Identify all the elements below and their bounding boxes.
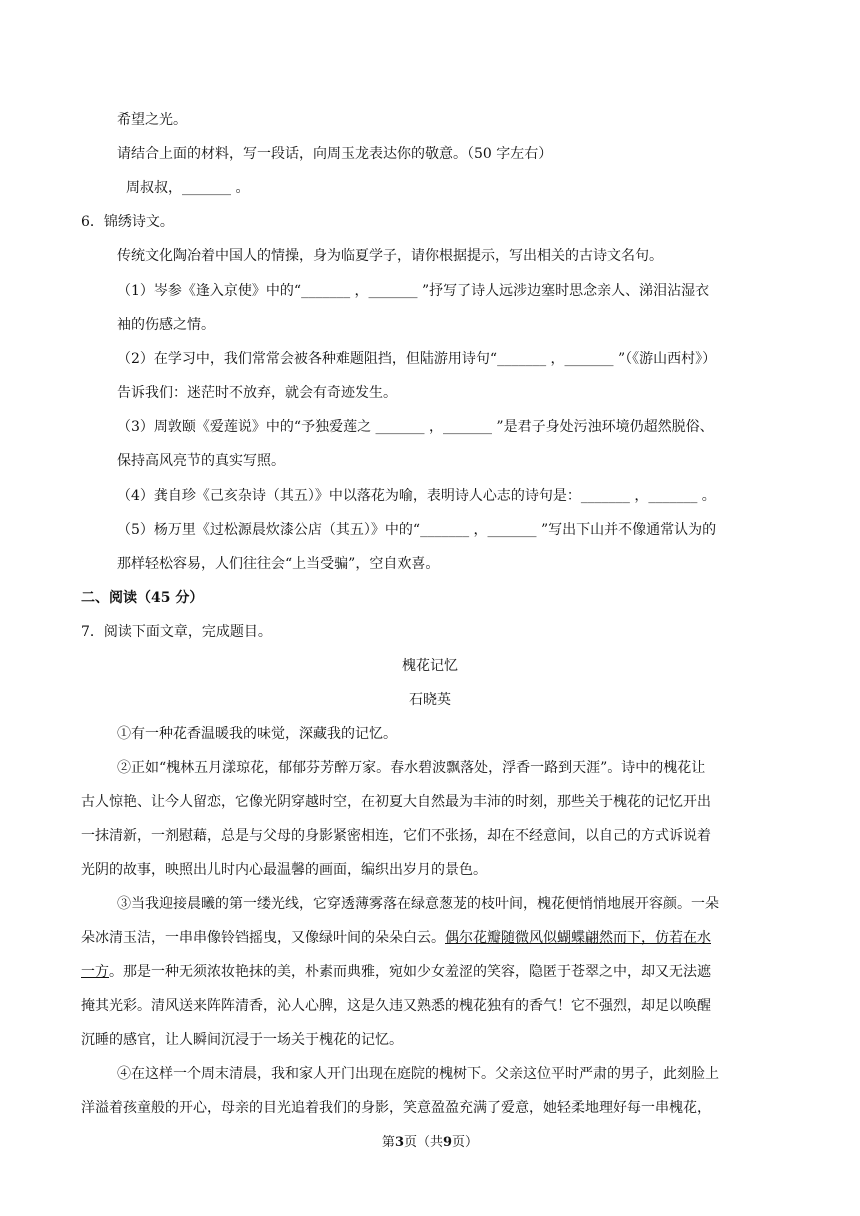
paragraph-3-cont: 掩其光彩。清风送来阵阵清香，沁人心脾，这是久违又熟悉的槐花独有的香气！它不强烈，却足以唤醒 — [81, 998, 711, 1014]
article-title: 槐花记忆 — [402, 658, 458, 674]
section-heading: 二、阅读（45 分） — [81, 590, 204, 606]
question-6-item-5-cont: 那样轻松容易，人们往往会“上当受骗”，空自欢喜。 — [117, 556, 440, 572]
paragraph-2: ②正如“槐林五月漾琼花，郁郁芬芳醉万家。春水碧波飘落处，浮香一路到天涯”。诗中的槐花让 — [117, 760, 706, 776]
paragraph-3-cont — [81, 929, 711, 947]
paragraph-2-cont: 古人惊艳、让今人留恋，它像光阴穿越时空，在初夏大自然最为丰沛的时刻，那些关于槐花的记忆开出 — [81, 794, 711, 810]
paragraph-3: ③当我迎接晨曦的第一缕光线，它穿透薄雾落在绿意葱茏的枝叶间，槐花便悄悄地展开容颜。一朵 — [117, 896, 719, 912]
question-6-title: 6．锦绣诗文。 — [81, 214, 174, 230]
underlined-sentence: 偶尔花瓣随微风似蝴蝶翩然而下，仿若在水 — [445, 930, 711, 946]
paragraph-4-cont: 洋溢着孩童般的开心，母亲的目光追着我们的身影，笑意盈盈充满了爱意，她轻柔地理好每一串槐花， — [81, 1100, 711, 1116]
footer-text: 第 — [381, 1135, 395, 1150]
underlined-sentence-end: 一方 — [81, 964, 109, 980]
question-6-item-1-cont: 袖的伤感之情。 — [117, 317, 215, 333]
paragraph-2-cont: 光阴的故事，映照出儿时内心最温馨的画面，编织出岁月的景色。 — [81, 862, 487, 878]
paragraph-1: ①有一种花香温暖我的味觉，深藏我的记忆。 — [117, 726, 397, 742]
paragraph-4: ④在这样一个周末清晨，我和家人开门出现在庭院的槐树下。父亲这位平时严肃的男子，此刻脸上 — [117, 1066, 719, 1082]
paragraph-3-cont: 沉睡的感官，让人瞬间沉浸于一场关于槐花的记忆。 — [81, 1032, 403, 1048]
question-6-item-2: （2）在学习中，我们常常会被各种难题阻挡，但陆游用诗句“_______ ，_______ ”（《游山西村》） — [117, 351, 717, 367]
paragraph-3-text: 。那是一种无须浓妆艳抹的美，朴素而典雅，宛如少女羞涩的笑容，隐匿于苍翠之中，却又无法遮 — [109, 964, 711, 980]
paragraph-3-text: 朵冰清玉洁，一串串像铃铛摇曳，又像绿叶间的朵朵白云。 — [81, 930, 445, 946]
question-6-intro: 传统文化陶冶着中国人的情操，身为临夏学子，请你根据提示，写出相关的古诗文名句。 — [117, 248, 663, 264]
question-6-item-4: （4）龚自珍《己亥杂诗（其五）》中以落花为喻，表明诗人心志的诗句是：_______ ，_______ 。 — [117, 488, 716, 504]
article-author: 石晓英 — [409, 692, 451, 708]
text-line: 希望之光。 — [117, 112, 187, 128]
footer-text: 页（共 — [403, 1135, 443, 1150]
answer-line: 周叔叔，_______ 。 — [126, 180, 250, 196]
question-6-item-3: （3）周敦颐《爱莲说》中的“予独爱莲之 _______ ，_______ ”是君子身处污浊环境仍超然脱俗、 — [117, 419, 714, 435]
paragraph-3-cont — [81, 963, 711, 981]
question-6-item-1: （1）岑参《逢入京使》中的“_______ ，_______ ”抒写了诗人远涉边塞时思念亲人、涕泪沾湿衣 — [117, 283, 710, 299]
footer-page-number: 3 — [394, 1135, 404, 1150]
question-6-item-2-cont: 告诉我们：迷茫时不放弃，就会有奇迹发生。 — [117, 385, 397, 401]
paragraph-2-cont: 一抹清新，一剂慰藉，总是与父母的身影紧密相连，它们不张扬，却在不经意间，以自己的方式诉说着 — [81, 828, 711, 844]
question-6-item-5: （5）杨万里《过松源晨炊漆公店（其五）》中的“_______ ，_______ ”写出下山并不像通常认为的 — [117, 522, 717, 538]
prompt-line: 请结合上面的材料，写一段话，向周玉龙表达你的敬意。（50 字左右） — [117, 146, 553, 162]
page-footer — [0, 1134, 860, 1152]
question-6-item-3-cont: 保持高风亮节的真实写照。 — [117, 453, 285, 469]
question-7-title: 7．阅读下面文章，完成题目。 — [81, 624, 272, 640]
footer-total-pages: 9 — [443, 1135, 453, 1150]
footer-text: 页） — [452, 1135, 479, 1150]
